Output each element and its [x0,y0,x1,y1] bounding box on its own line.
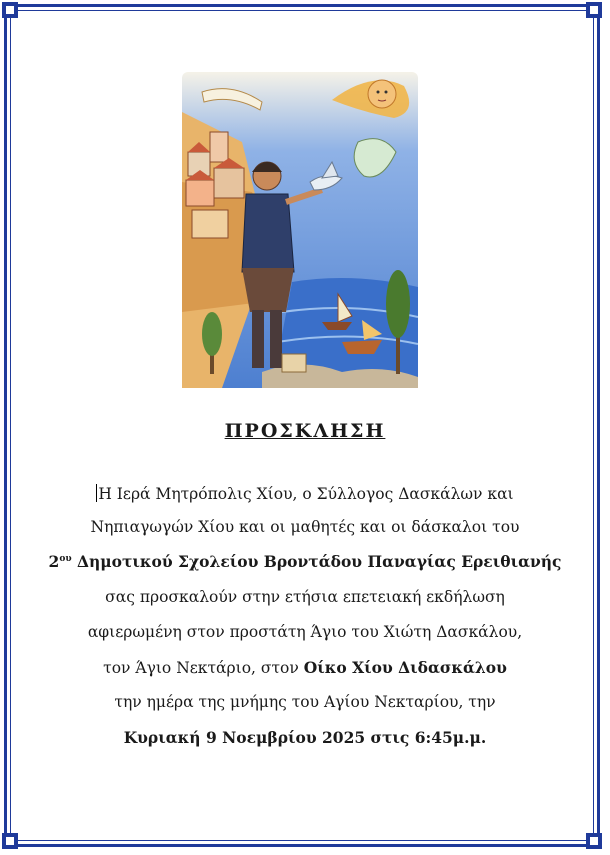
corner-ornament [586,2,602,18]
paragraph-line: σας προσκαλούν στην ετήσια επετειακή εκδήλωση [105,588,505,606]
school-name: Δημοτικού Σχολείου Βροντάδου Παναγίας Ερειθιανής [71,552,562,571]
paragraph-line [0,484,610,503]
corner-ornament [586,833,602,849]
event-datetime: Κυριακή 9 Νοεμβρίου 2025 στις 6:45μ.μ. [123,728,487,747]
school-name-line [0,552,610,571]
saint-nektarios-illustration [182,72,418,388]
paragraph-line [0,658,610,677]
paragraph-line: αφιερωμένη στον προστάτη Άγιο του Χιώτη Δασκάλου, [87,623,523,641]
page-title: ΠΡΟΣΚΛΗΣΗ [224,420,386,442]
paragraph-text: Η Ιερά Μητρόπολις Χίου, ο Σύλλογος Δασκάλων και [98,485,514,503]
paragraph-line: την ημέρα της μνήμης του Αγίου Νεκταρίου, την [114,693,496,711]
ordinal-suffix: ου [59,553,72,564]
paragraph-text: τον Άγιο Νεκτάριο, στον [103,659,304,677]
venue-name: Οίκο Χίου Διδασκάλου [303,658,507,677]
corner-ornament [2,833,18,849]
school-number: 2 [48,552,60,571]
corner-ornament [2,2,18,18]
paragraph-line: Νηπιαγωγών Χίου και οι μαθητές και οι δάσκαλοι του [90,518,520,536]
